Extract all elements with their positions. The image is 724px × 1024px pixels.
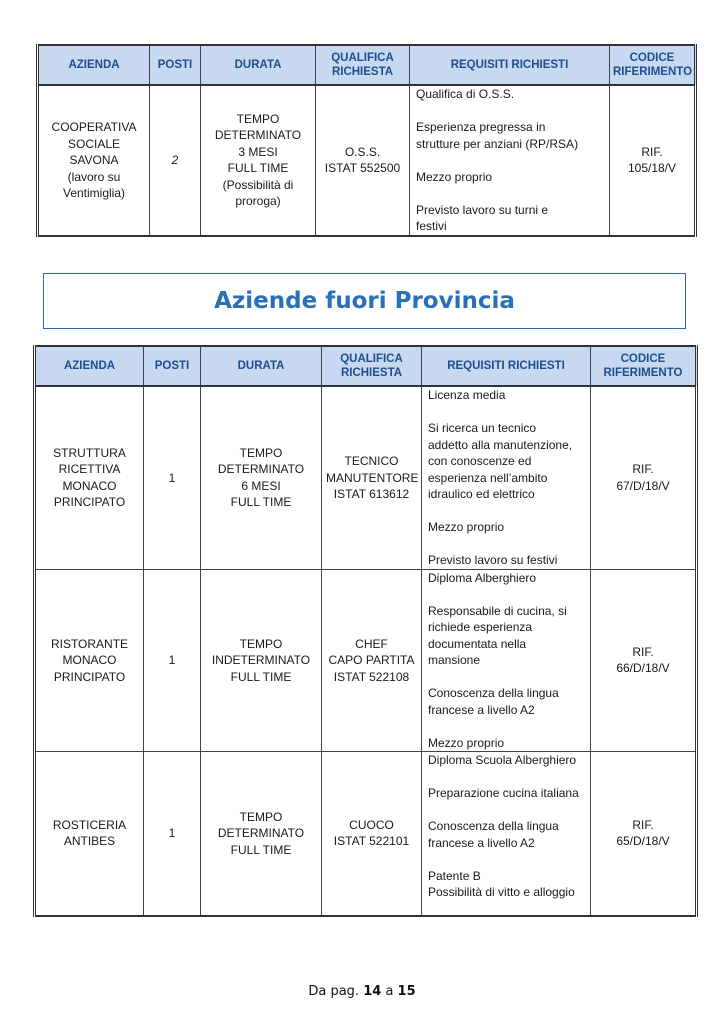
cell-codice: RIF. 66/D/18/V — [591, 569, 697, 752]
cell-codice: RIF. 67/D/18/V — [591, 386, 697, 569]
cell-durata: TEMPO DETERMINATO 6 MESI FULL TIME — [201, 386, 322, 569]
cell-requisiti: Licenza media Si ricerca un tecnico addetto alla manutenzione, con conoscenze ed esperienza nell’ambito idraulico ed elettrico Mezzo proprio Previsto lavoro su festivi — [422, 386, 591, 569]
cell-posti: 1 — [144, 569, 201, 752]
header-azienda: AZIENDA — [38, 45, 150, 85]
cell-durata: TEMPO DETERMINATO FULL TIME — [201, 752, 322, 916]
cell-posti: 1 — [144, 386, 201, 569]
footer-prefix: Da pag. — [308, 984, 360, 999]
cell-requisiti: Diploma Scuola Alberghiero Preparazione cucina italiana Conoscenza della lingua francese a livello A2 Patente B Possibilità di vitto e alloggio — [422, 752, 591, 916]
header-codice: CODICE RIFERIMENTO — [610, 45, 696, 85]
header-durata: DURATA — [201, 346, 322, 386]
section-title: Aziende fuori Provincia — [214, 288, 515, 314]
job-table-local — [36, 44, 697, 237]
cell-durata: TEMPO DETERMINATO 3 MESI FULL TIME (Possibilità di proroga) — [201, 85, 316, 236]
page-footer — [0, 984, 724, 999]
cell-qualifica: CUOCO ISTAT 522101 — [322, 752, 422, 916]
cell-azienda: COOPERATIVA SOCIALE SAVONA (lavoro su Ventimiglia) — [38, 85, 150, 236]
table-row — [35, 569, 697, 752]
section-title-box — [43, 273, 686, 329]
cell-qualifica: TECNICO MANUTENTORE ISTAT 613612 — [322, 386, 422, 569]
cell-codice: RIF. 65/D/18/V — [591, 752, 697, 916]
cell-requisiti: Qualifica di O.S.S. Esperienza pregressa in strutture per anziani (RP/RSA) Mezzo proprio Previsto lavoro su turni e festivi — [410, 85, 610, 236]
cell-qualifica: O.S.S. ISTAT 552500 — [316, 85, 410, 236]
cell-azienda: STRUTTURA RICETTIVA MONACO PRINCIPATO — [35, 386, 144, 569]
header-qualifica: QUALIFICA RICHIESTA — [316, 45, 410, 85]
cell-posti: 1 — [144, 752, 201, 916]
table-row — [35, 752, 697, 916]
header-requisiti: REQUISITI RICHIESTI — [410, 45, 610, 85]
header-durata: DURATA — [201, 45, 316, 85]
table-header-row — [35, 346, 697, 386]
header-posti: POSTI — [150, 45, 201, 85]
cell-azienda: ROSTICERIA ANTIBES — [35, 752, 144, 916]
cell-durata: TEMPO INDETERMINATO FULL TIME — [201, 569, 322, 752]
cell-posti: 2 — [150, 85, 201, 236]
cell-azienda: RISTORANTE MONACO PRINCIPATO — [35, 569, 144, 752]
job-table-out-of-province — [33, 345, 698, 917]
table-header-row — [38, 45, 696, 85]
header-requisiti: REQUISITI RICHIESTI — [422, 346, 591, 386]
header-qualifica: QUALIFICA RICHIESTA — [322, 346, 422, 386]
footer-total-pages: 15 — [397, 984, 416, 999]
cell-requisiti: Diploma Alberghiero Responsabile di cucina, si richiede esperienza documentata nella mansione Conoscenza della lingua francese a livello A2 Mezzo proprio — [422, 569, 591, 752]
footer-current-page: 14 — [363, 984, 382, 999]
header-posti: POSTI — [144, 346, 201, 386]
footer-separator: a — [385, 984, 394, 999]
table-row — [35, 386, 697, 569]
table-row — [38, 85, 696, 236]
cell-codice: RIF. 105/18/V — [610, 85, 696, 236]
header-codice: CODICE RIFERIMENTO — [591, 346, 697, 386]
header-azienda: AZIENDA — [35, 346, 144, 386]
cell-qualifica: CHEF CAPO PARTITA ISTAT 522108 — [322, 569, 422, 752]
